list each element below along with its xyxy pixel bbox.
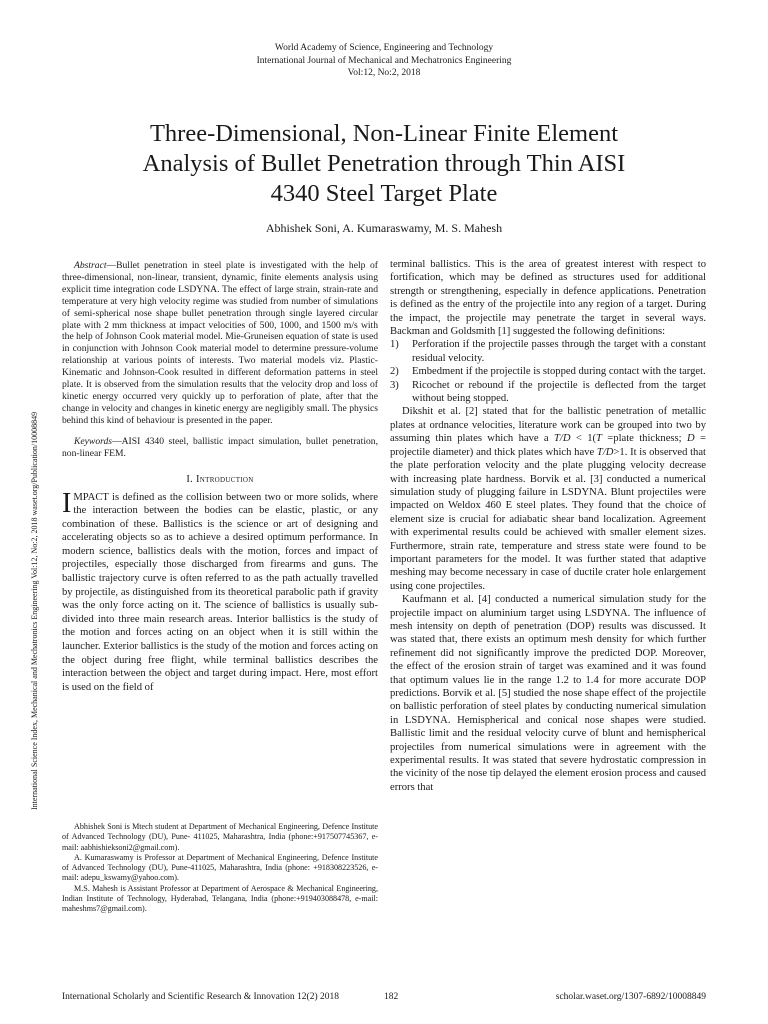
journal-header xyxy=(0,42,768,80)
footer-url: scholar.waset.org/1307-6892/10008849 xyxy=(555,992,706,1002)
title-line-1: Three-Dimensional, Non-Linear Finite Element xyxy=(149,120,619,147)
p2-symbol-t: T xyxy=(596,433,602,445)
list-item xyxy=(390,365,706,378)
page-number: 182 xyxy=(384,992,399,1002)
list-item-text: Perforation if the projectile passes through the target with a constant residual velocity. xyxy=(412,339,706,364)
list-item-text: Embedment if the projectile is stopped during contact with the target. xyxy=(412,366,706,378)
p2-symbol-d: D xyxy=(686,433,695,445)
introduction-text: MPACT is defined as the collision between two or more solids, where the interaction between the bodies can be elastic, plastic, or any combination of these. Ballistics is the science or art of designing and accelerating objects so as to achieve a desired optimum performance. In modern science, ballistics deals with the motion, forces and impact of projectiles, especially those discharged from firearms and guns. The ballistic trajectory curve is often referred to as the path actually travelled by projectile, as distinguished from its theoretical parabolic path if gravity was the only force acting on it. The science of ballistics is usually sub-divided into three main research areas. Interior ballistics is the study of the motion and forces acting on an object when it is still within the launcher. Exterior ballistics is the study of the motion and forces acting on the object during free flight, while terminal ballistics describes the interaction between the object and target during impact. Here, most effort is used on the field of xyxy=(62,491,378,693)
keywords-label: Keywords xyxy=(74,435,113,447)
p2-ratio-lt: T/D xyxy=(554,433,571,445)
p2-text-c: =plate thickness; xyxy=(601,433,687,445)
right-paragraph-3: Kaufmann et al. [4] conducted a numerical simulation study for the projectile impact on aluminium target using LSDYNA. The influence of mesh intensity on depth of penetration (DOP) results was discussed. It was stated that, there exists an optimum mesh density for which further refinement did not significantly improve the predicted DOP. Moreover, the effect of the erosion strain of target was examined and it was found that optimum values lie in the range 1.2 to 1.4 for more accurate DOP predictions. Borvik et al. [5] studied the nose shape effect of the projectile on ballistic perforation of steel plates by conducting numerical simulation in LSDYNA. Hemispherical and conical nose shapes were studied. Ballistic limit and the residual velocity curve of blunt and hemispherical projectiles from numerical simulations were in agreement with the experimental results. It was stated that severe hydrostatic compression in the vicinity of the nose tip delayed the element erosion process and caused errors that xyxy=(390,594,706,793)
title-line-3: 4340 Steel Target Plate xyxy=(270,180,498,207)
footnote-author-3: M.S. Mahesh is Assistant Professor at Department of Aerospace & Mechanical Engineering, Indian Institute of Technology, Hyderabad, Telangana, India (phone:+919403088478, e-mail: maheshms7@gmail.com). xyxy=(62,883,378,914)
introduction-paragraph xyxy=(62,487,378,695)
p2-text-d: = projectile diameter) and thick plates which have xyxy=(390,433,706,458)
abstract-text: —Bullet penetration in steel plate is investigated with the help of three-dimensional, non-linear, transient, dynamic, finite elements analysis using explicit time integration code LSDYNA. The effect of large strain, strain-rate and temperature at very high velocity regime was studied from number of simulations of semi-spherical nose shape bullet penetration through single layered circular plate with 2 mm thickness at impact velocities of 500, 1000, and 1500 m/s with the help of Johnson Cook material model. Mie-Gruneisen equation of state is used in conjunction with Johnson Cook material model to determine pressure-volume relationship at various points of interests. Two material models viz. Plastic-Kinematic and Johnson-Cook resulted in different deformation patterns in steel plate. It is observed from the simulation results that the velocity drop and loss of kinetic energy occurred very quickly up to perforation of plate, after that the change in velocity and changes in kinetic energy are negligibly small. The physics behind this kind of behaviour is presented in the paper. xyxy=(62,260,378,426)
right-paragraph-2 xyxy=(390,405,706,593)
p2-text-a: Dikshit et al. [2] stated that for the ballistic penetration of metallic plates at ordnance velocities, literature work can be grouped into two by assuming thin plates which have a xyxy=(390,406,706,445)
footnote-author-1: Abhishek Soni is Mtech student at Department of Mechanical Engineering, Defence Institute of Advanced Technology (DU), Pune- 411025, Maharashtra, India (phone:+917507745367, e-mail: aabhishieksoni2@gmail.com). xyxy=(62,822,378,852)
list-item xyxy=(390,379,706,406)
header-publisher: World Academy of Science, Engineering and Technology xyxy=(274,43,494,53)
header-journal: International Journal of Mechanical and Mechatronics Engineering xyxy=(256,55,512,66)
header-volume: Vol:12, No:2, 2018 xyxy=(347,68,421,78)
p2-ratio-gt: T/D xyxy=(596,446,614,458)
footer-publisher: International Scholarly and Scientific Research & Innovation 12(2) 2018 xyxy=(62,992,340,1002)
list-item-text: Ricochet or rebound if the projectile is deflected from the target without being stopped. xyxy=(412,379,706,405)
definition-list xyxy=(390,338,706,405)
list-item-number: 2) xyxy=(390,366,399,378)
section-heading-introduction: I. Introduction xyxy=(186,473,254,485)
author-list: Abhishek Soni, A. Kumaraswamy, M. S. Mahesh xyxy=(265,221,503,235)
title-line-2: Analysis of Bullet Penetration through Thin AISI xyxy=(142,150,626,177)
paper-title xyxy=(70,119,698,209)
list-item xyxy=(390,338,706,365)
right-paragraph-1: terminal ballistics. This is the area of greatest interest with respect to fortification, which may be defined as structures used for additional strength or strengthening, especially in defence applications. Penetration is defined as the entry of the projectile into any region of a target. During the impact, the projectile may penetrate the target in several ways. Backman and Goldsmith [1] suggested the following definitions: xyxy=(390,259,706,338)
list-item-number: 3) xyxy=(390,379,399,391)
p2-text-e: >1. It is observed that the plate perforation velocity and the plate plugging velocity decrease with increasing plate hardness. Borvik et al. [3] conducted a numerical simulation study of plugging failure in LSDYNA. Blunt projectiles were impacted on Weldox 460 E steel plates. They found that the choice of element size is crucial for adiabatic shear band localization. Agreement with experimental results could be achieved with smaller element sizes. Furthermore, strain rate, temperature and stress state were found to be important parameters for the model. It was further stated that adaptive meshing may become necessary in case of ductile crater hole enlargement using cone projectiles. xyxy=(390,446,707,592)
author-footnotes xyxy=(62,822,378,915)
abstract xyxy=(62,260,378,427)
right-column xyxy=(390,258,706,794)
left-column xyxy=(62,260,378,694)
sidebar-citation: International Science Index, Mechanical and Mechatronics Engineering Vol:12, No:2, 2018 waset.org/Publication/10008849 xyxy=(30,411,39,810)
list-item-number: 1) xyxy=(390,339,399,351)
drop-cap: I xyxy=(62,487,72,519)
p2-text-b: < 1( xyxy=(570,433,597,445)
keywords-text: —AISI 4340 steel, ballistic impact simulation, bullet penetration, non-linear FEM. xyxy=(62,435,378,459)
footnote-author-2: A. Kumaraswamy is Professor at Department of Mechanical Engineering, Defence Institute of Advanced Technology (DU), Pune-411025, Maharashtra, India (phone: +918308223526, e-mail: adepu_kswamy@yahoo.com). xyxy=(62,852,378,883)
abstract-label: Abstract xyxy=(74,260,107,271)
keywords xyxy=(62,436,378,460)
